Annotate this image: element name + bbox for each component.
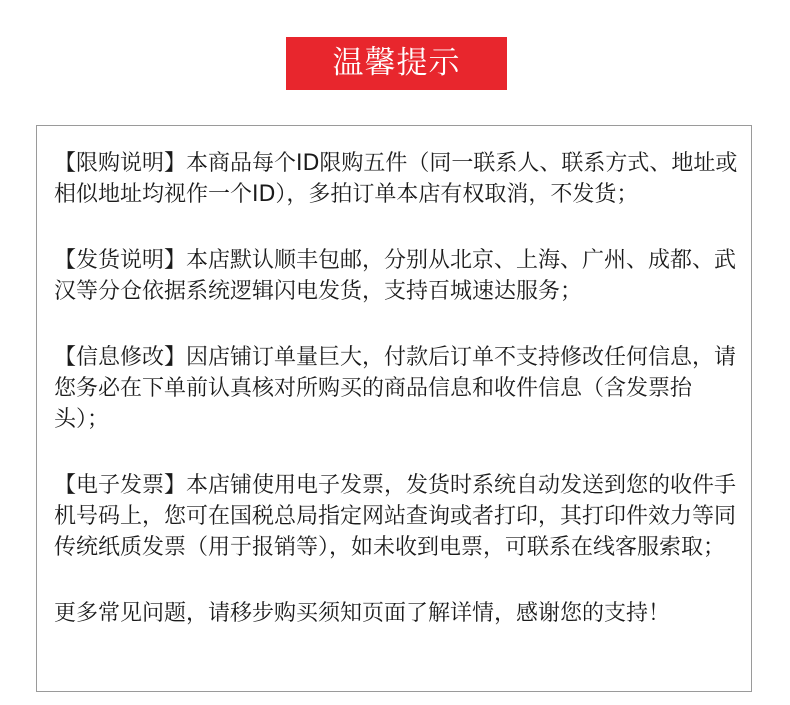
notice-purchase-limit: 【限购说明】本商品每个ID限购五件（同一联系人、联系方式、地址或相似地址均视作一个ID），多拍订单本店有权取消，不发货； xyxy=(54,151,738,207)
notice-box xyxy=(36,125,752,692)
notice-more-questions: 更多常见问题，请移步购买须知页面了解详情，感谢您的支持！ xyxy=(54,601,671,626)
notice-info-modification: 【信息修改】因店铺订单量巨大，付款后订单不支持修改任何信息，请您务必在下单前认真核对所购买的商品信息和收件信息（含发票抬头）； xyxy=(54,345,737,432)
notice-shipping: 【发货说明】本店默认顺丰包邮，分别从北京、上海、广州、成都、武汉等分仓依据系统逻辑闪电发货，支持百城速达服务； xyxy=(54,248,737,304)
notice-list xyxy=(54,148,738,629)
page-title: 温馨提示 xyxy=(286,37,507,90)
notice-electronic-invoice: 【电子发票】本店铺使用电子发票，发货时系统自动发送到您的收件手机号码上，您可在国税总局指定网站查询或者打印，其打印件效力等同传统纸质发票（用于报销等），如未收到电票，可联系在线客服索取； xyxy=(54,473,737,560)
